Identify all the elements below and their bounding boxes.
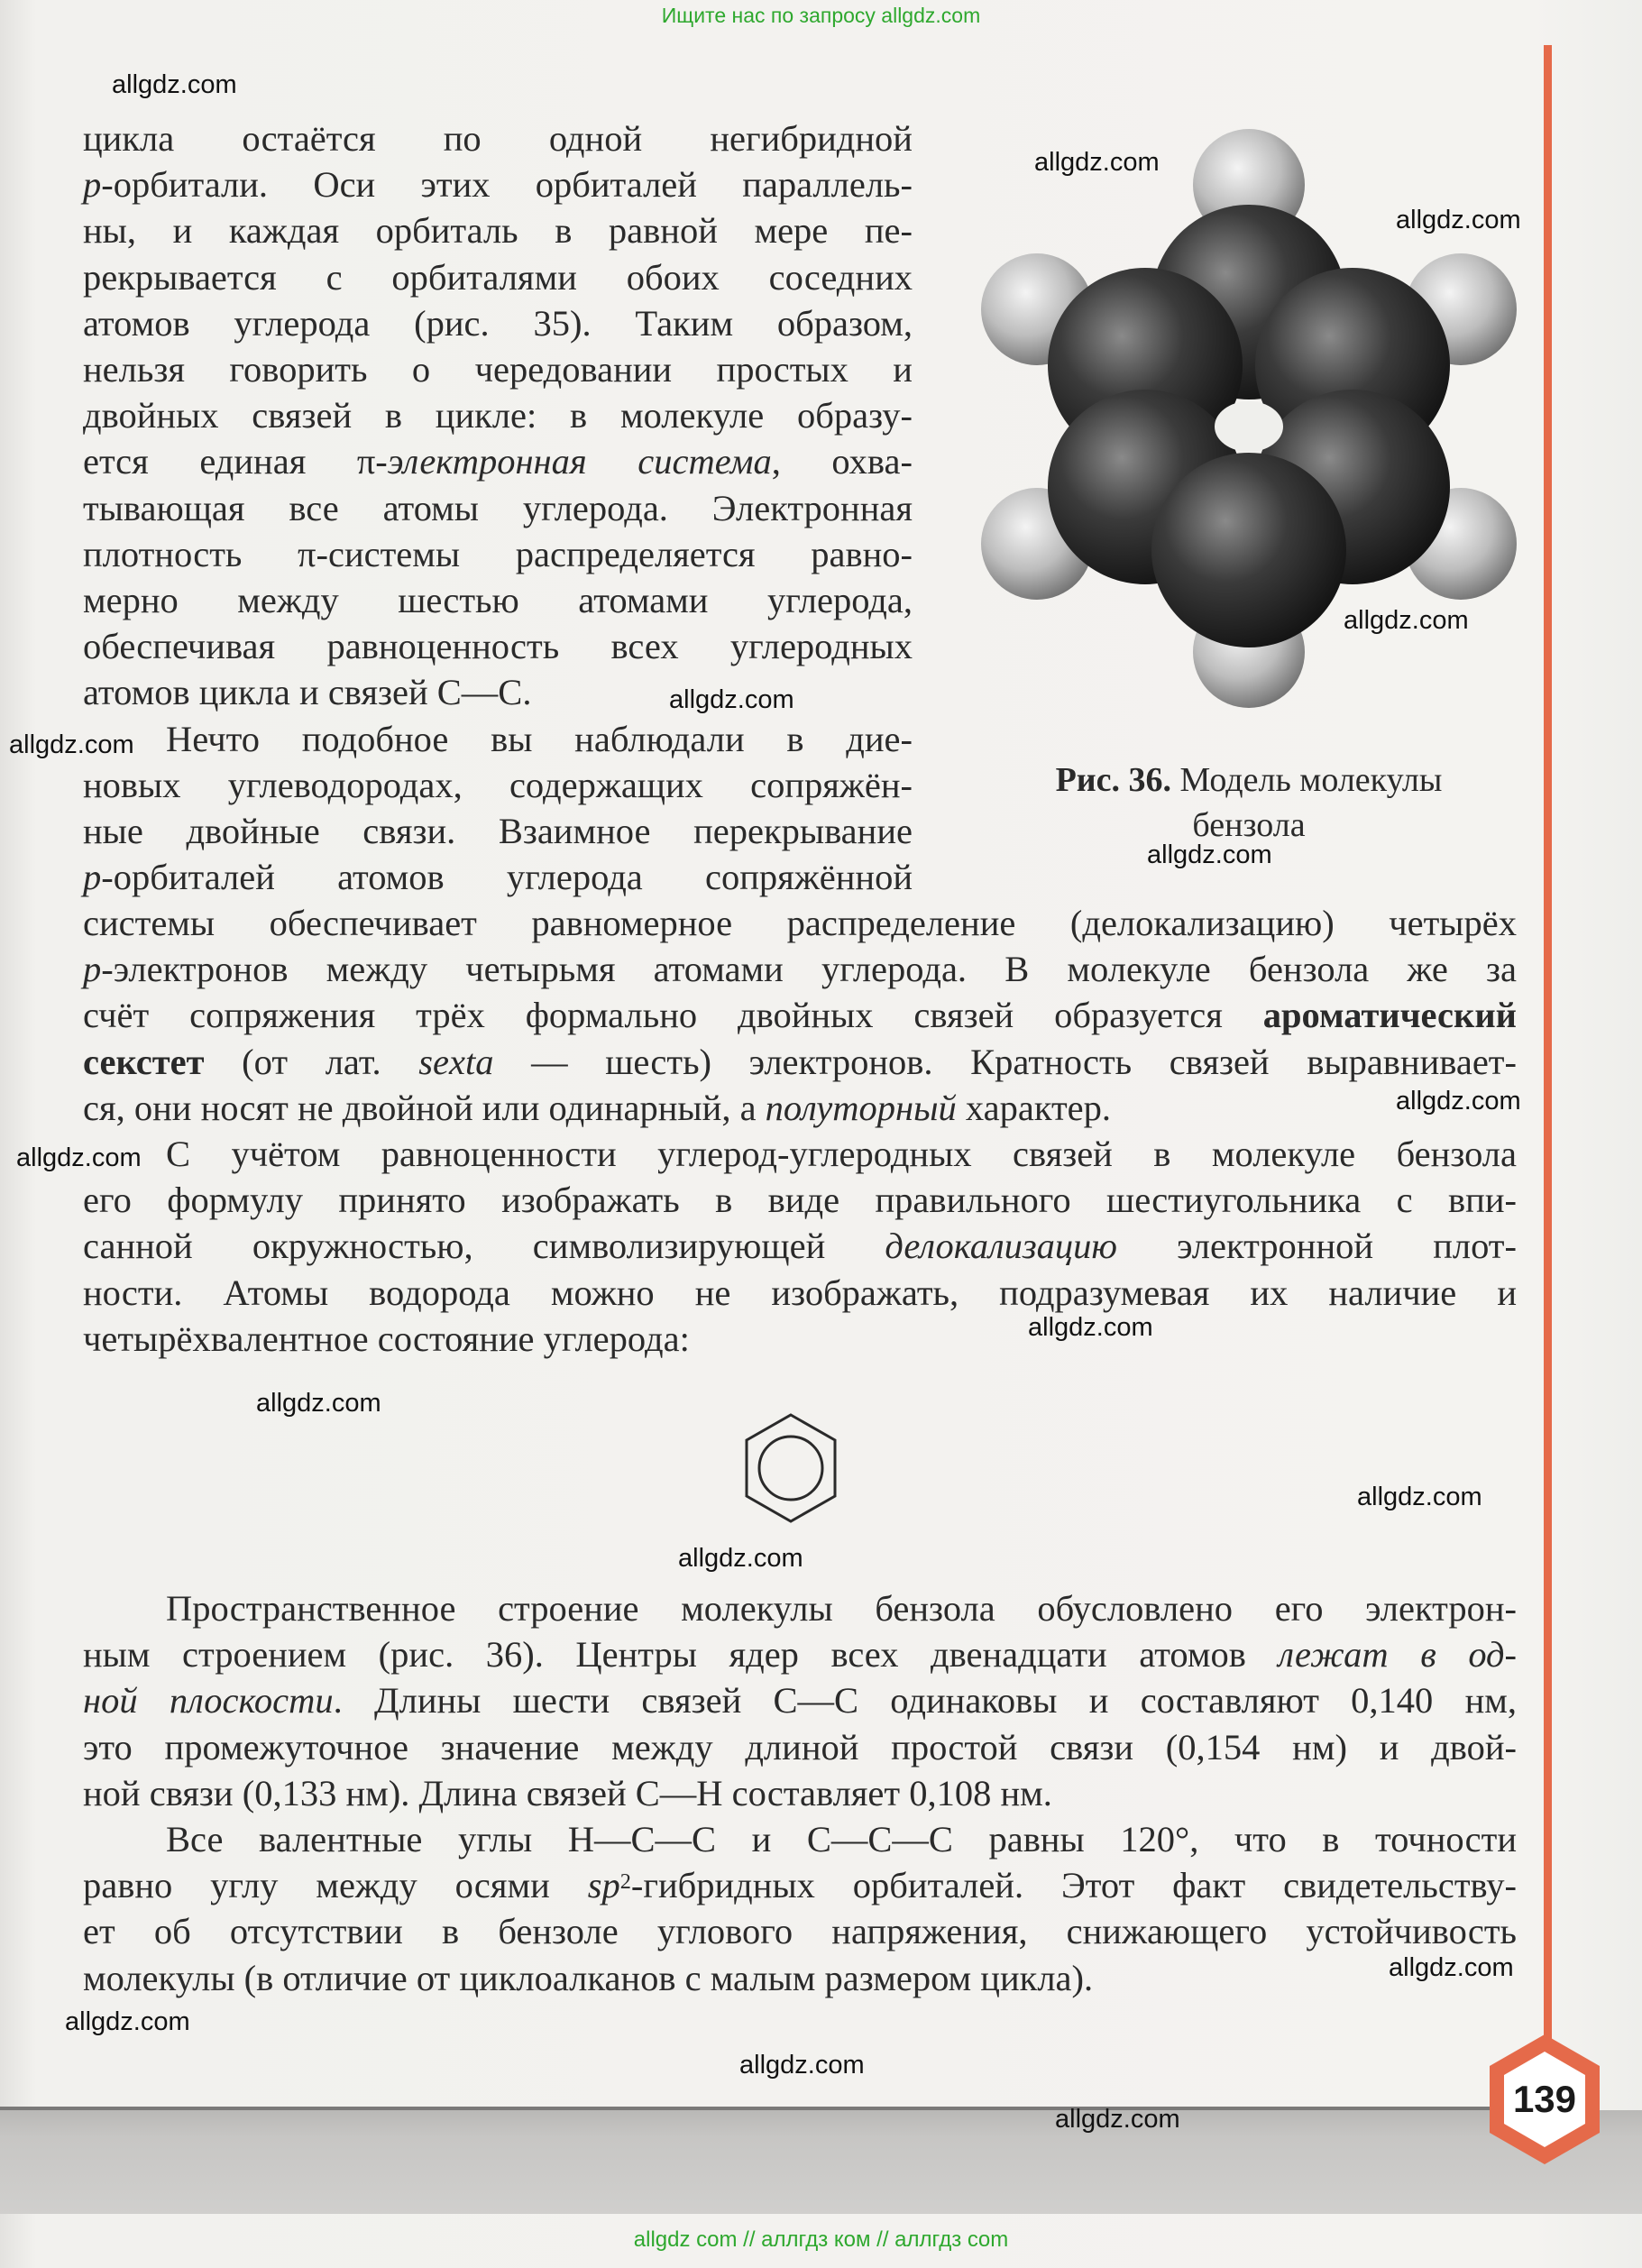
text-line: Пространственное строение молекулы бензола обусловлено его электрон- [166, 1588, 1517, 1629]
text-line: его формулу принято изображать в виде правильного шестиугольника с впи- [83, 1180, 1517, 1221]
text-line: p-орбиталей атомов углерода сопряжённой [83, 857, 913, 898]
watermark-text[interactable]: allgdz.com [1028, 1313, 1153, 1342]
text-line: ет об отсутствии в бензоле углового напряжения, снижающего устойчивость [83, 1911, 1517, 1952]
watermark-text[interactable]: allgdz.com [1389, 1953, 1514, 1982]
benzene-formula-icon [741, 1411, 840, 1525]
text-line: ности. Атомы водорода можно не изображать, подразумевая их наличие и [83, 1272, 1517, 1313]
text-line: Нечто подобное вы наблюдали в дие- [166, 718, 913, 759]
text-line: новых углеводородах, содержащих сопряжён- [83, 764, 913, 805]
watermark-text[interactable]: allgdz.com [1055, 2105, 1180, 2134]
watermark-text[interactable]: allgdz.com [9, 730, 134, 759]
page-number-badge [1486, 2032, 1603, 2167]
page-number: 139 [1512, 2078, 1577, 2120]
top-banner[interactable]: Ищите нас по запросу allgdz.com [661, 4, 981, 27]
text-line: мерно между шестью атомами углерода, [83, 580, 913, 621]
text-line: равно углу между осями $sp^2$-гибридных орбиталей. Этот факт свидетельству- [83, 1865, 1517, 1906]
text-line: p-электронов между четырьмя атомами углерода. В молекуле бензола же за [83, 949, 1517, 990]
text-line: Все валентные углы Н—С—С и С—С—С равны 120°, что в точности [166, 1819, 1517, 1860]
watermark-text[interactable]: allgdz.com [1344, 606, 1469, 635]
watermark-text[interactable]: allgdz.com [1034, 148, 1160, 177]
text-line: молекулы (в отличие от циклоалканов с малым размером цикла). [83, 1957, 1094, 1998]
watermark-text[interactable]: allgdz.com [1396, 206, 1521, 234]
text-line: p-орбитали. Оси этих орбиталей параллель- [83, 164, 913, 206]
text-line: обеспечивая равноценность всех углеродных [83, 626, 913, 667]
text-line: нельзя говорить о чередовании простых и [83, 349, 913, 390]
watermark-text[interactable]: allgdz.com [1357, 1483, 1482, 1511]
text-line: двойных связей в цикле: в молекуле образу- [83, 395, 913, 436]
watermark-text[interactable]: allgdz.com [739, 2051, 865, 2080]
text-line: четырёхвалентное состояние углерода: [83, 1318, 690, 1359]
text-line: ной плоскости. Длины шести связей С—С одинаковы и составляют 0,140 нм, [83, 1680, 1517, 1722]
footer-banner[interactable]: allgdz com // аллгдз ком // аллгдз com [633, 2227, 1009, 2252]
text-line: ся, они носят не двойной или одинарный, а полуторный характер. [83, 1087, 1112, 1128]
left-column-text [83, 115, 913, 900]
text-line: ной связи (0,133 нм). Длина связей С—Н составляет 0,108 нм. [83, 1772, 1052, 1813]
text-line: ется единая π-электронная система, охва- [83, 441, 913, 482]
watermark-text[interactable]: allgdz.com [16, 1143, 142, 1172]
figure-caption: Рис. 36. Модель молекулы бензола [1055, 761, 1443, 844]
text-line: счёт сопряжения трёх формально двойных связей образуется ароматический [83, 995, 1517, 1036]
footer-band [0, 2110, 1642, 2214]
watermark-text[interactable]: allgdz.com [112, 70, 237, 99]
text-line: ным строением (рис. 36). Центры ядер всех двенадцати атомов лежат в од- [83, 1634, 1518, 1676]
text-line: это промежуточное значение между длиной простой связи (0,154 нм) и двой- [83, 1726, 1517, 1768]
text-line: атомов цикла и связей С—С. [83, 672, 532, 713]
text-line: ные двойные связи. Взаимное перекрывание [83, 811, 913, 852]
full-width-text-2 [83, 1585, 1517, 2001]
text-line: цикла остаётся по одной негибридной [83, 118, 913, 159]
text-line: плотность π-системы распределяется равно- [83, 533, 913, 574]
text-line: тывающая все атомы углерода. Электронная [83, 487, 913, 528]
text-line: рекрывается с орбиталями обоих соседних [83, 256, 913, 298]
text-line: санной окружностью, символизирующей делокализацию электронной плот- [83, 1226, 1517, 1267]
full-width-text-1 [83, 900, 1517, 1362]
text-line: системы обеспечивает равномерное распределение (делокализацию) четырёх [83, 903, 1517, 943]
watermark-text[interactable]: allgdz.com [669, 685, 794, 714]
watermark-text[interactable]: allgdz.com [1396, 1087, 1521, 1116]
watermark-text[interactable]: allgdz.com [65, 2007, 190, 2036]
page-margin-rule [1544, 45, 1552, 2083]
text-line: атомов углерода (рис. 35). Таким образом, [83, 302, 913, 344]
text-line: ны, и каждая орбиталь в равной мере пе- [83, 210, 913, 252]
watermark-text[interactable]: allgdz.com [678, 1544, 803, 1573]
watermark-text[interactable]: allgdz.com [1147, 840, 1272, 869]
text-line: секстет (от лат. sexta — шесть) электронов. Кратность связей выравнивает- [83, 1041, 1517, 1082]
text-line: С учётом равноценности углерод-углеродных связей в молекуле бензола [166, 1134, 1517, 1175]
carbon-atom [1151, 453, 1346, 647]
watermark-text[interactable]: allgdz.com [256, 1389, 381, 1418]
